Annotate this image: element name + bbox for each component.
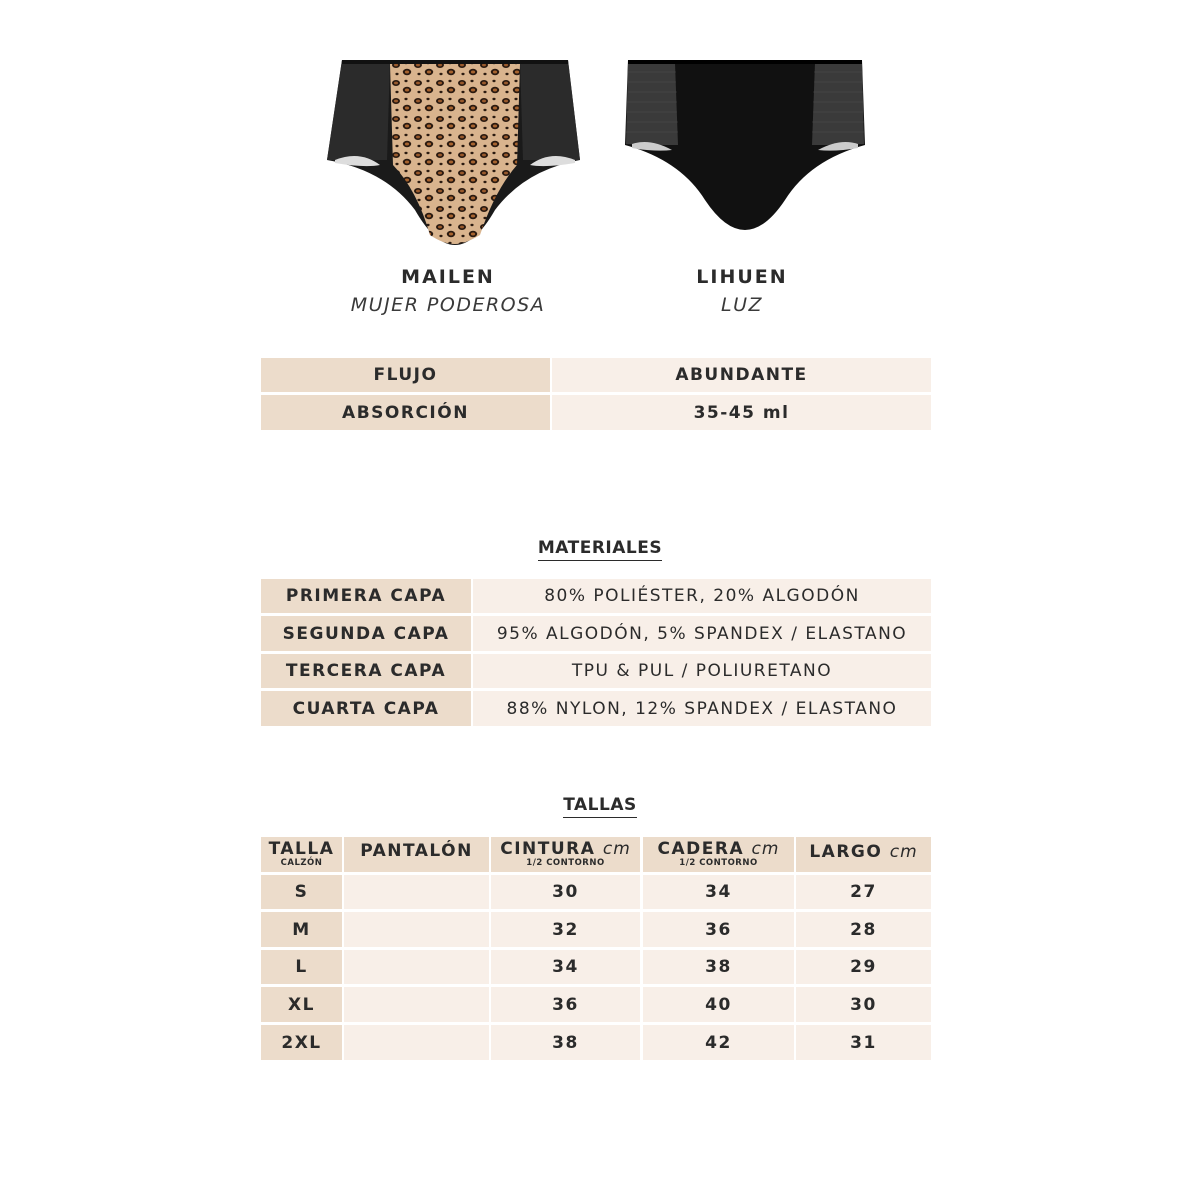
- size-talla: S: [261, 875, 342, 909]
- product-subtitle-lihuen: LUZ: [720, 294, 763, 316]
- material-label-4: CUARTA CAPA: [261, 691, 471, 726]
- size-largo: 28: [796, 912, 931, 947]
- summary-label-absorcion: ABSORCIÓN: [261, 395, 550, 430]
- size-pantalon: [344, 912, 489, 947]
- size-cadera: 42: [643, 1025, 794, 1060]
- size-largo: 27: [796, 875, 931, 909]
- size-cintura: 32: [491, 912, 640, 947]
- material-label-1: PRIMERA CAPA: [261, 579, 471, 613]
- header-pantalon: PANTALÓN: [344, 837, 489, 872]
- material-label-2: SEGUNDA CAPA: [261, 616, 471, 651]
- size-talla: 2XL: [261, 1025, 342, 1060]
- size-cadera: 38: [643, 950, 794, 984]
- header-talla: TALLA CALZÓN: [261, 837, 342, 872]
- header-largo: LARGO cm: [796, 837, 931, 872]
- size-cintura: 38: [491, 1025, 640, 1060]
- header-cadera: CADERA cm 1/2 CONTORNO: [643, 837, 794, 872]
- sizes-title: TALLAS: [0, 795, 1200, 815]
- size-cintura: 34: [491, 950, 640, 984]
- size-pantalon: [344, 950, 489, 984]
- black-brief-image: [620, 60, 870, 250]
- product-subtitle-mailen: MUJER PODEROSA: [350, 294, 546, 316]
- size-largo: 29: [796, 950, 931, 984]
- size-cadera: 40: [643, 987, 794, 1022]
- product-name-mailen: MAILEN: [401, 266, 495, 288]
- material-value-1: 80% POLIÉSTER, 20% ALGODÓN: [473, 579, 931, 613]
- size-largo: 30: [796, 987, 931, 1022]
- material-value-4: 88% NYLON, 12% SPANDEX / ELASTANO: [473, 691, 931, 726]
- size-talla: M: [261, 912, 342, 947]
- size-pantalon: [344, 875, 489, 909]
- size-cadera: 36: [643, 912, 794, 947]
- leopard-brief-image: [325, 60, 585, 250]
- summary-value-absorcion: 35-45 ml: [552, 395, 931, 430]
- header-cintura: CINTURA cm 1/2 CONTORNO: [491, 837, 640, 872]
- size-talla: L: [261, 950, 342, 984]
- summary-label-flujo: FLUJO: [261, 358, 550, 392]
- size-pantalon: [344, 987, 489, 1022]
- material-label-3: TERCERA CAPA: [261, 654, 471, 688]
- size-cintura: 36: [491, 987, 640, 1022]
- materials-title: MATERIALES: [0, 538, 1200, 558]
- material-value-2: 95% ALGODÓN, 5% SPANDEX / ELASTANO: [473, 616, 931, 651]
- summary-value-flujo: ABUNDANTE: [552, 358, 931, 392]
- product-name-lihuen: LIHUEN: [696, 266, 788, 288]
- material-value-3: TPU & PUL / POLIURETANO: [473, 654, 931, 688]
- size-talla: XL: [261, 987, 342, 1022]
- size-cadera: 34: [643, 875, 794, 909]
- size-cintura: 30: [491, 875, 640, 909]
- size-largo: 31: [796, 1025, 931, 1060]
- size-pantalon: [344, 1025, 489, 1060]
